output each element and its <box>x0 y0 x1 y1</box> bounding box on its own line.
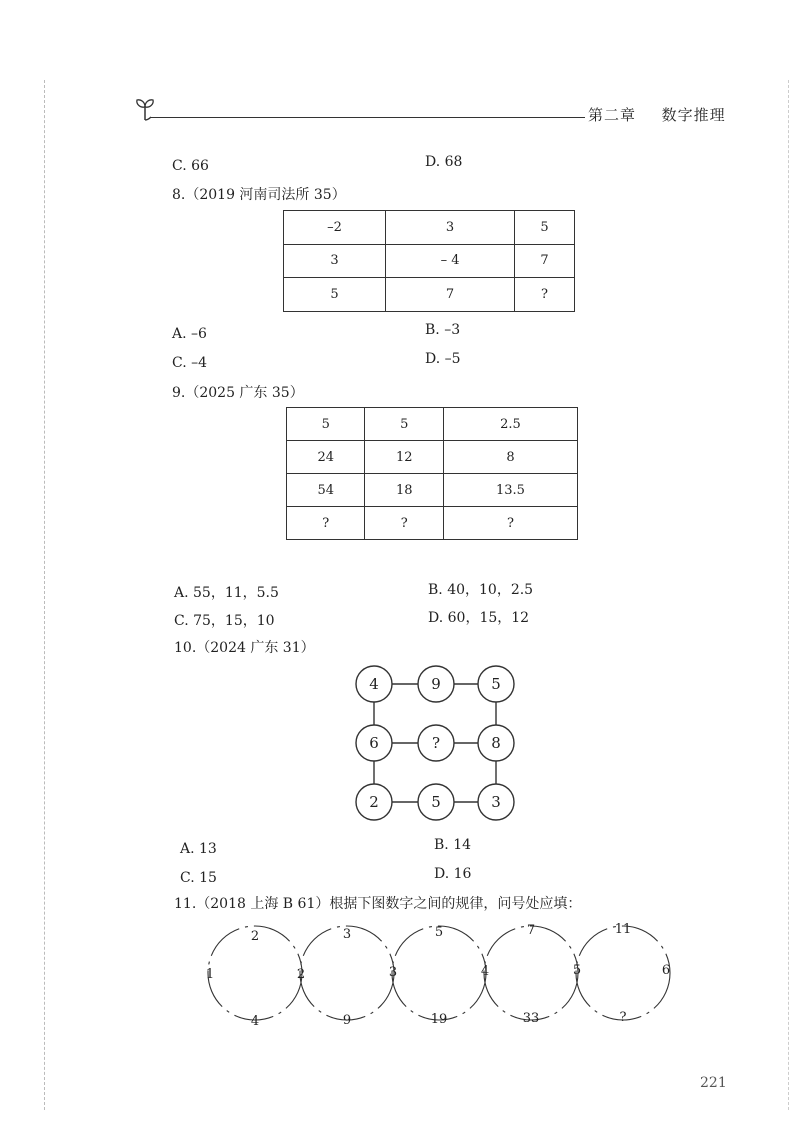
q9-option-d: D. 60，15，12 <box>428 610 530 626</box>
table-row <box>287 507 578 540</box>
q8-option-c: C. –4 <box>172 355 208 371</box>
ring-right-number: 5 <box>572 963 582 978</box>
q9-option-a: A. 55，11，5.5 <box>174 585 279 601</box>
q11-title: 11.（2018 上海 B 61）根据下图数字之间的规律，问号处应填： <box>174 896 582 912</box>
ring-right-number: 2 <box>296 967 306 982</box>
chapter-title: 数字推理 <box>661 106 726 124</box>
grid-number: 6 <box>369 734 379 752</box>
table-cell: ? <box>287 507 365 540</box>
table-cell: 2.5 <box>443 408 577 441</box>
table-cell: 7 <box>386 278 515 312</box>
ring-bottom-number: 9 <box>342 1013 352 1028</box>
q10-option-a: A. 13 <box>180 841 217 857</box>
ring-bottom-number: 4 <box>250 1014 260 1029</box>
q8-option-d: D. –5 <box>425 351 461 367</box>
table-cell: 18 <box>365 474 443 507</box>
q8-table <box>283 210 575 312</box>
ring-bottom-number: ? <box>619 1010 627 1025</box>
grid-number: 4 <box>369 675 379 693</box>
table-cell: 5 <box>514 211 574 245</box>
table-cell: 13.5 <box>443 474 577 507</box>
table-cell: –2 <box>284 211 386 245</box>
q8-option-b: B. –3 <box>425 322 461 338</box>
q11-ring-chain <box>200 918 680 1033</box>
scan-edge-right <box>788 80 790 1110</box>
table-cell: 3 <box>386 211 515 245</box>
grid-number: 5 <box>491 675 501 693</box>
grid-number: 9 <box>431 675 441 693</box>
q10-circle-grid <box>340 655 530 830</box>
table-cell: 5 <box>365 408 443 441</box>
grid-number: 2 <box>369 793 379 811</box>
chapter-label: 第二章 <box>588 106 637 124</box>
table-cell: 5 <box>287 408 365 441</box>
table-row <box>287 408 578 441</box>
q10-option-d: D. 16 <box>434 866 472 882</box>
q8-title: 8.（2019 河南司法所 35） <box>172 187 346 203</box>
q9-table <box>286 407 578 540</box>
ring-bottom-number: 33 <box>522 1011 540 1026</box>
table-cell: 24 <box>287 441 365 474</box>
ring-right-number: 4 <box>480 964 490 979</box>
q9-option-b: B. 40，10，2.5 <box>428 582 534 598</box>
ring-left-number: 1 <box>205 967 215 982</box>
grid-number: 5 <box>431 793 441 811</box>
table-cell: ? <box>443 507 577 540</box>
header-text <box>588 104 726 125</box>
table-cell: ? <box>365 507 443 540</box>
table-row <box>284 211 575 245</box>
table-cell: 8 <box>443 441 577 474</box>
table-cell: 5 <box>284 278 386 312</box>
table-cell: 12 <box>365 441 443 474</box>
table-row <box>287 474 578 507</box>
header-rule <box>150 117 585 118</box>
table-cell: ? <box>514 278 574 312</box>
ring-top-number: 11 <box>614 922 632 937</box>
ring-right-number: 3 <box>388 965 398 980</box>
q9-option-c: C. 75，15，10 <box>174 613 275 629</box>
table-cell: 7 <box>514 244 574 278</box>
table-row <box>287 441 578 474</box>
ring-top-number: 7 <box>526 923 536 938</box>
table-cell: 54 <box>287 474 365 507</box>
ring-top-number: 5 <box>434 925 444 940</box>
table-cell: 3 <box>284 244 386 278</box>
q10-option-c: C. 15 <box>180 870 217 886</box>
table-cell: – 4 <box>386 244 515 278</box>
scan-edge-left <box>44 80 46 1110</box>
table-row <box>284 244 575 278</box>
q10-title: 10.（2024 广东 31） <box>174 640 315 656</box>
q10-option-b: B. 14 <box>434 837 472 853</box>
page-number: 221 <box>700 1075 727 1091</box>
grid-number: ? <box>431 734 441 752</box>
q8-option-a: A. –6 <box>172 326 207 342</box>
ring-top-number: 2 <box>250 929 260 944</box>
ring-bottom-number: 19 <box>430 1012 448 1027</box>
sprout-icon <box>134 96 156 122</box>
q7-option-c: C. 66 <box>172 158 209 174</box>
table-row <box>284 278 575 312</box>
grid-number: 8 <box>491 734 501 752</box>
q9-title: 9.（2025 广东 35） <box>172 385 304 401</box>
ring-right-number: 6 <box>661 963 671 978</box>
q7-option-d: D. 68 <box>425 154 463 170</box>
grid-number: 3 <box>491 793 501 811</box>
ring-top-number: 3 <box>342 927 352 942</box>
